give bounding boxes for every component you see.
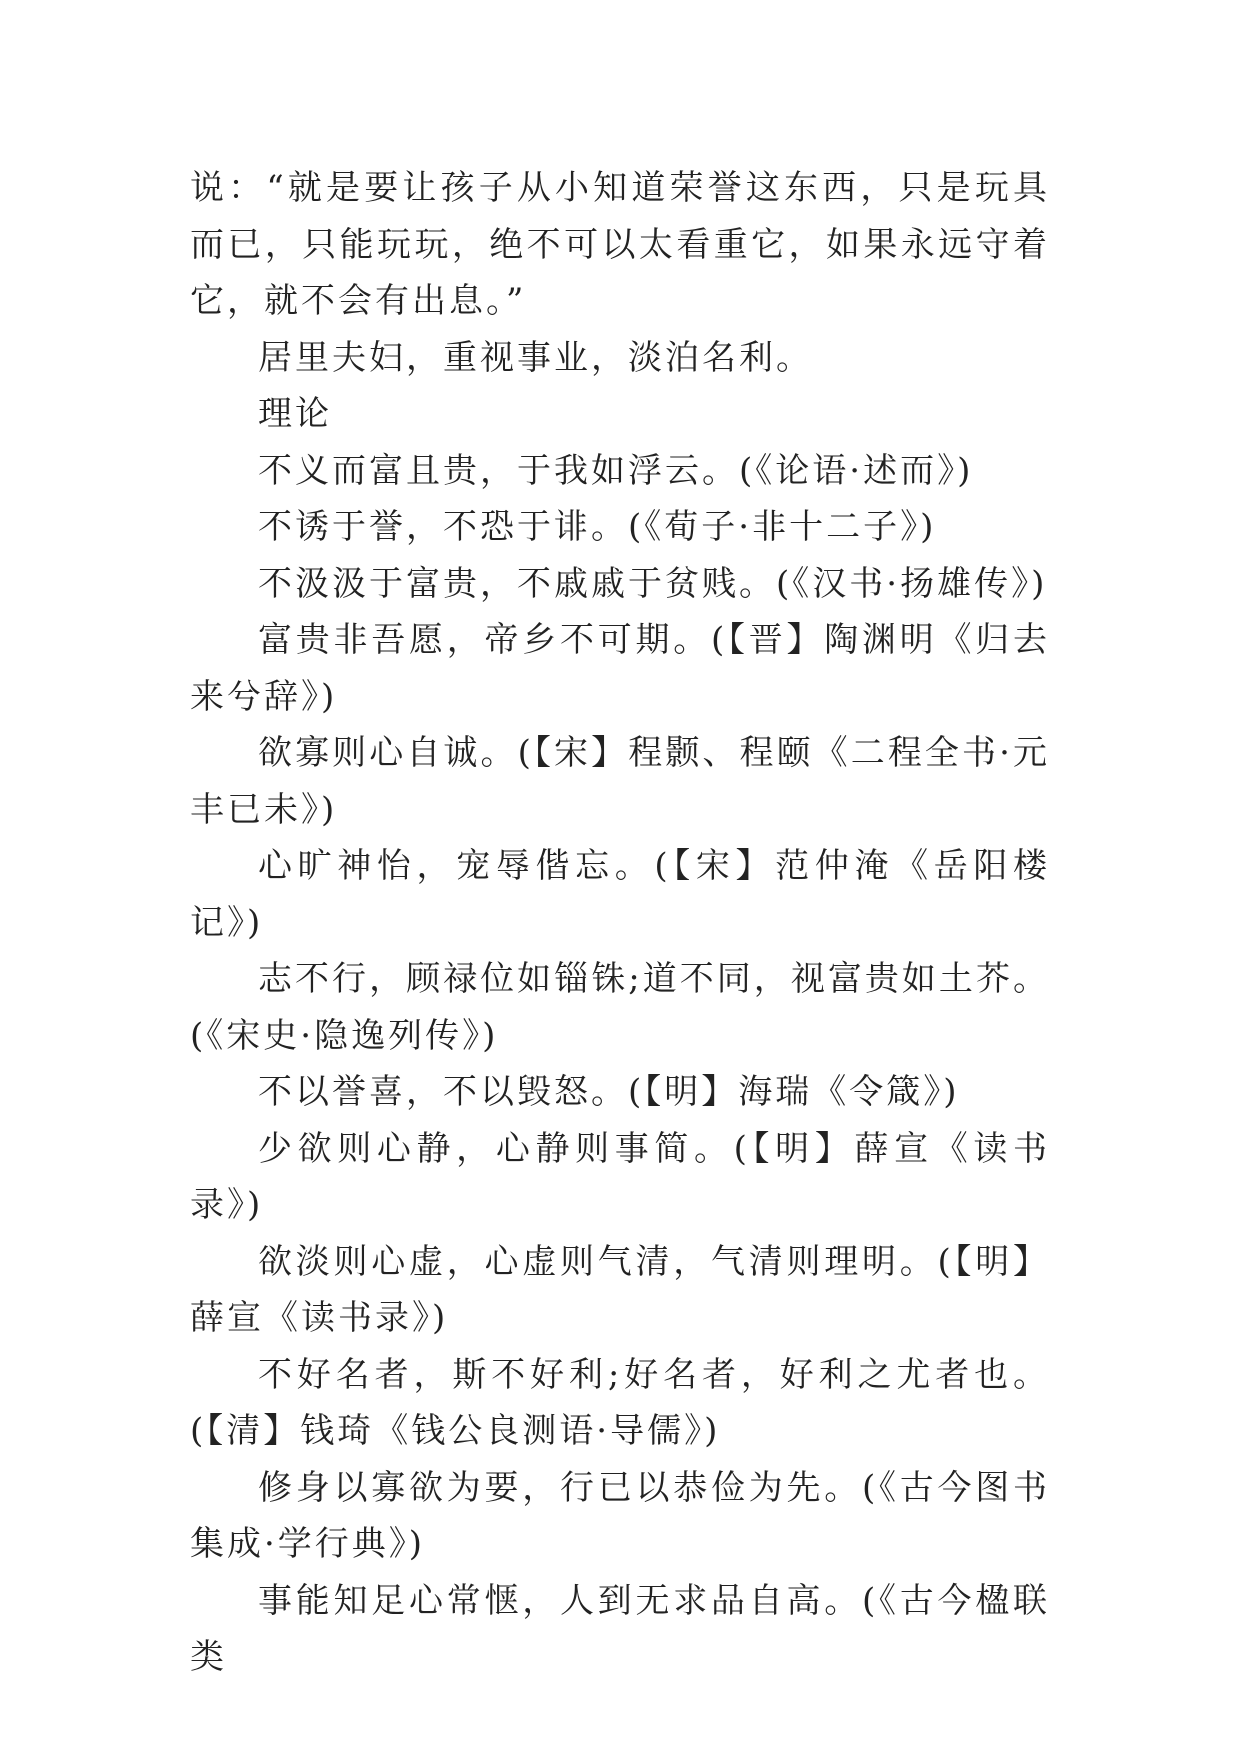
quote-paragraph: 不诱于誉，不恐于诽。(《荀子·非十二子》) xyxy=(258,507,937,547)
quote-paragraph: 修身以寡欲为要，行已以恭俭为先。(《古今图书集成·学行典》) xyxy=(190,1467,1050,1564)
quote-paragraph: 不好名者，斯不好利;好名者，好利之尤者也。(【清】钱琦《钱公良测语·导儒》) xyxy=(190,1354,1050,1451)
quote-paragraph: 富贵非吾愿，帝乡不可期。(【晋】陶渊明《归去来兮辞》) xyxy=(190,620,1050,717)
section-heading-theory: 理论 xyxy=(258,394,332,434)
paragraph-quote-continuation: 说：“就是要让孩子从小知道荣誉这东西，只是玩具而已，只能玩玩，绝不可以太看重它，如果永远守着它，就不会有出息。” xyxy=(190,168,1050,321)
quote-paragraph: 欲寡则心自诚。(【宋】程颢、程颐《二程全书·元丰已未》) xyxy=(190,733,1050,830)
quote-paragraph: 事能知足心常惬，人到无求品自高。(《古今楹联类 xyxy=(190,1580,1050,1677)
quote-paragraph: 欲淡则心虚，心虚则气清，气清则理明。(【明】薛宣《读书录》) xyxy=(190,1241,1050,1338)
quote-paragraph: 不汲汲于富贵，不戚戚于贫贱。(《汉书·扬雄传》) xyxy=(258,563,1048,604)
quote-paragraph: 心旷神怡，宠辱偕忘。(【宋】范仲淹《岳阳楼记》) xyxy=(190,846,1050,943)
quote-paragraph: 少欲则心静，心静则事简。(【明】薛宣《读书录》) xyxy=(190,1128,1050,1225)
document-body xyxy=(190,160,1050,1686)
quote-paragraph: 志不行，顾禄位如锱铢;道不同，视富贵如土芥。(《宋史·隐逸列传》) xyxy=(190,959,1050,1056)
quote-paragraph: 不以誉喜，不以毁怒。(【明】海瑞《令箴》) xyxy=(258,1072,960,1112)
paragraph-curie-summary: 居里夫妇，重视事业，淡泊名利。 xyxy=(258,337,813,378)
quote-paragraph: 不义而富且贵，于我如浮云。(《论语·述而》) xyxy=(258,450,974,491)
